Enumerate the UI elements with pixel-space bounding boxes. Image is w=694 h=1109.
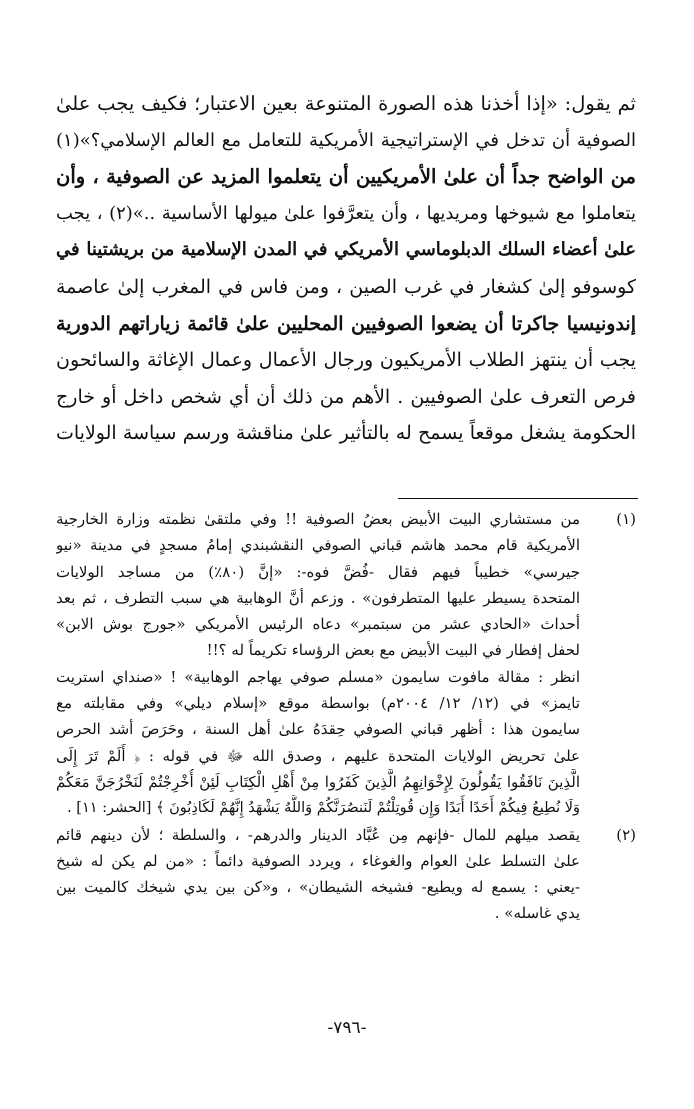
footnote-line: من مستشاري البيت الأبيض بعضُ الصوفية !! وفي ملتقىٰ نظمته وزارة الخارجية: [56, 510, 580, 528]
main-line: يتعاملوا مع شيوخها ومريديها ، وأن يتعرَّفوا علىٰ ميولها الأساسية ..»(٢) ، يجب: [56, 202, 636, 224]
main-line: إندونيسيا جاكرتا أن يضعوا الصوفيين المحليين علىٰ قائمة زياراتهم الدورية: [56, 312, 636, 335]
footnote-line: يدي غاسله» .: [494, 904, 580, 923]
footnotes: [56, 506, 636, 927]
footnote-line: سايمون هذا : أظهر قباني الصوفي حِقدَهُ علىٰ أهل السنة ، وحَرَصَ أشد الحرص: [56, 720, 580, 739]
footnote-line: تايمز» في (١٢/ ١٢/ ٢٠٠٤م) بواسطة موقع «إسلام ديلي» وفي مقابلته مع: [56, 694, 580, 713]
footnote-line: علىٰ التسلط علىٰ العوام والغوغاء ، ويردد الصوفية دائماً : «من لم يكن له شيخ: [56, 851, 580, 870]
footnote-2: [56, 822, 636, 927]
footnote-line: الَّذِينَ نَافَقُوا يَقُولُونَ لِإِخْوَانِهِمُ الَّذِينَ كَفَرُوا مِنْ أَهْلِ الْكِتَابِ لَئِنْ أُخْرِجْتُمْ لَنَخْرُجَنَّ مَعَكُمْ: [56, 772, 580, 791]
main-line: يجب أن ينتهز الطلاب الأمريكيون ورجال الأعمال وعمال الإغاثة والسائحون: [56, 349, 636, 372]
footnote-line: وَلَا نُطِيعُ فِيكُمْ أَحَدًا أَبَدًا وَإِن قُوتِلْتُمْ لَنَنصُرَنَّكُمْ وَاللَّهُ يَشْهَدُ إِنَّهُمْ لَكَاذِبُونَ ﴾ [الحشر: ١١] .: [67, 800, 580, 817]
main-line: فرص التعرف علىٰ الصوفيين . الأهم من ذلك أن أي شخص داخل أو خارج: [56, 385, 636, 408]
main-text: [56, 86, 636, 452]
footnote-line: انظر : مقالة مافوت سايمون «مسلم صوفي يهاجم الوهابية» ! «صنداي استريت: [56, 667, 580, 686]
footnote-number: (٢): [616, 825, 636, 844]
main-line: الحكومة يشغل موقعاً يسمح له بالتأثير علىٰ مناقشة ورسم سياسة الولايات: [56, 422, 636, 445]
main-line: ثم يقول: «إذا أخذنا هذه الصورة المتنوعة بعين الاعتبار؛ فكيف يجب علىٰ: [56, 92, 636, 115]
footnote-line: أحداث «الحادي عشر من سبتمبر» دعاه الرئيس الأمريكي «جورج بوش الابن»: [56, 615, 580, 634]
footnote-line: جيرسي» خطيباً فيهم فقال -فُضَّ فوه-: «إنَّ (٨٠٪) من مساجد الولايات: [56, 562, 580, 581]
main-line: من الواضح جداً أن علىٰ الأمريكيين أن يتعلموا المزيد عن الصوفية ، وأن: [56, 165, 636, 189]
main-line: الصوفية أن تدخل في الإستراتيجية الأمريكية للتعامل مع العالم الإسلامي؟»(١): [56, 129, 636, 151]
footnote-number: (١): [616, 510, 636, 528]
footnote-line: علىٰ تحريض الولايات المتحدة عليهم ، وصدق الله ﷻ في قوله : ﴿ أَلَمْ تَرَ إِلَى: [56, 746, 580, 765]
footnote-line: يقصد ميلهم للمال -فإنهم مِن عُبَّاد الدينار والدرهم- ، والسلطة ؛ لأن دينهم قائم: [56, 825, 580, 844]
footnote-line: لحفل إفطار في البيت الأبيض مع بعض الرؤساء تكريماً له ؟!!: [206, 641, 580, 660]
main-line: كوسوفو إلىٰ كشغار في غرب الصين ، ومن فاس في المغرب إلىٰ عاصمة: [56, 275, 636, 298]
footnote-line: -يعني : يسمع له ويطيع- فشيخه الشيطان» ، و«كن بين يدي شيخك كالميت بين: [56, 878, 580, 897]
main-line: علىٰ أعضاء السلك الدبلوماسي الأمريكي في المدن الإسلامية من بريشتينا في: [56, 239, 636, 261]
footnote-1: [56, 506, 636, 822]
footnote-line: الأمريكية قام محمد هاشم قباني الصوفي النقشبندي إمامُ مسجدٍ في مدينة «نيو: [56, 536, 580, 555]
page-number: -٧٩٦-: [327, 1018, 367, 1038]
footnote-divider: [398, 498, 638, 499]
footnote-line: المتحدة يسيطر عليها المتطرفون» . وزعم أنَّ الوهابية هي سبب التطرف ، ثم بعد: [56, 588, 580, 607]
